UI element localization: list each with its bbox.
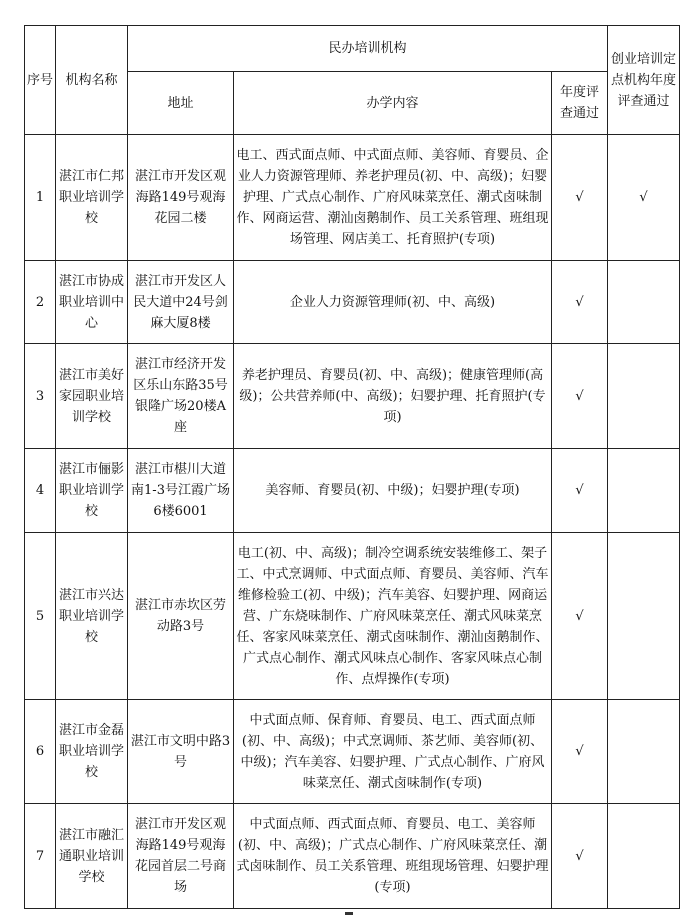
row-name: 湛江市融汇通职业培训学校 — [56, 804, 128, 909]
row-seq: 2 — [25, 261, 56, 344]
row-annual-check: √ — [552, 344, 608, 449]
row-seq: 5 — [25, 533, 56, 700]
row-startup-check — [608, 804, 680, 909]
training-institutions-table — [24, 25, 680, 909]
row-seq: 1 — [25, 135, 56, 261]
row-address: 湛江市椹川大道南1-3号江霞广场6楼6001 — [128, 449, 234, 533]
row-content: 电工、西式面点师、中式面点师、美容师、育婴员、企业人力资源管理师、养老护理员(初、中、高级)；妇婴护理、广式点心制作、广府风味菜烹任、潮式卤味制作、网商运营、潮汕卤鹅制作、员工关系管理、班组现场管理、网店美工、托育照护(专项) — [234, 135, 552, 261]
row-content: 企业人力资源管理师(初、中、高级) — [234, 261, 552, 344]
table-row — [25, 261, 680, 344]
table-row — [25, 533, 680, 700]
row-annual-check: √ — [552, 261, 608, 344]
row-address: 湛江市赤坎区劳动路3号 — [128, 533, 234, 700]
row-seq: 4 — [25, 449, 56, 533]
header-startup-training-review: 创业培训定点机构年度评查通过 — [608, 26, 680, 135]
header-address: 地址 — [128, 72, 234, 135]
row-annual-check: √ — [552, 804, 608, 909]
row-annual-check: √ — [552, 449, 608, 533]
header-annual-review: 年度评查通过 — [552, 72, 608, 135]
table-row — [25, 135, 680, 261]
row-content: 中式面点师、西式面点师、育婴员、电工、美容师(初、中、高级)；广式点心制作、广府风味菜烹任、潮式卤味制作、员工关系管理、班组现场管理、妇婴护理(专项) — [234, 804, 552, 909]
row-annual-check: √ — [552, 533, 608, 700]
table-row — [25, 344, 680, 449]
row-startup-check — [608, 533, 680, 700]
row-content: 养老护理员、育婴员(初、中、高级)；健康管理师(高级)；公共营养师(中、高级)；妇婴护理、托育照护(专项) — [234, 344, 552, 449]
row-address: 湛江市开发区观海路149号观海花园二楼 — [128, 135, 234, 261]
row-content: 中式面点师、保育师、育婴员、电工、西式面点师(初、中、高级)；中式烹调师、茶艺师、美容师(初、中级)；汽车美容、妇婴护理、广式点心制作、广府风味菜烹任、潮式卤味制作(专项) — [234, 700, 552, 804]
row-name: 湛江市金磊职业培训学校 — [56, 700, 128, 804]
row-content: 电工(初、中、高级)；制冷空调系统安装维修工、架子工、中式烹调师、中式面点师、育婴员、美容师、汽车维修检验工(初、中级)；汽车美容、妇婴护理、网商运营、广东烧味制作、广府风味菜烹任、潮式风味菜烹任、客家风味菜烹任、潮式卤味制作、潮汕卤鹅制作、广式点心制作、潮式风味点心制作、客家风味点心制作、点焊操作(专项) — [234, 533, 552, 700]
row-name: 湛江市俪影职业培训学校 — [56, 449, 128, 533]
row-seq: 6 — [25, 700, 56, 804]
table-row — [25, 700, 680, 804]
row-startup-check — [608, 700, 680, 804]
table-row — [25, 804, 680, 909]
row-name: 湛江市协成职业培训中心 — [56, 261, 128, 344]
header-private-training-group: 民办培训机构 — [128, 26, 608, 72]
row-address: 湛江市开发区观海路149号观海花园首层二号商场 — [128, 804, 234, 909]
row-annual-check: √ — [552, 135, 608, 261]
row-address: 湛江市开发区人民大道中24号剑麻大厦8楼 — [128, 261, 234, 344]
row-startup-check — [608, 261, 680, 344]
row-name: 湛江市美好家园职业培训学校 — [56, 344, 128, 449]
page-bottom-mark — [345, 912, 353, 915]
row-startup-check — [608, 449, 680, 533]
row-startup-check: √ — [608, 135, 680, 261]
row-address: 湛江市经济开发区乐山东路35号银隆广场20楼A座 — [128, 344, 234, 449]
row-name: 湛江市仁邦职业培训学校 — [56, 135, 128, 261]
row-seq: 7 — [25, 804, 56, 909]
row-name: 湛江市兴达职业培训学校 — [56, 533, 128, 700]
row-annual-check: √ — [552, 700, 608, 804]
row-seq: 3 — [25, 344, 56, 449]
header-institution-name: 机构名称 — [56, 26, 128, 135]
row-content: 美容师、育婴员(初、中级)；妇婴护理(专项) — [234, 449, 552, 533]
row-address: 湛江市文明中路3号 — [128, 700, 234, 804]
header-content: 办学内容 — [234, 72, 552, 135]
row-startup-check — [608, 344, 680, 449]
header-seq: 序号 — [25, 26, 56, 135]
table-row — [25, 449, 680, 533]
